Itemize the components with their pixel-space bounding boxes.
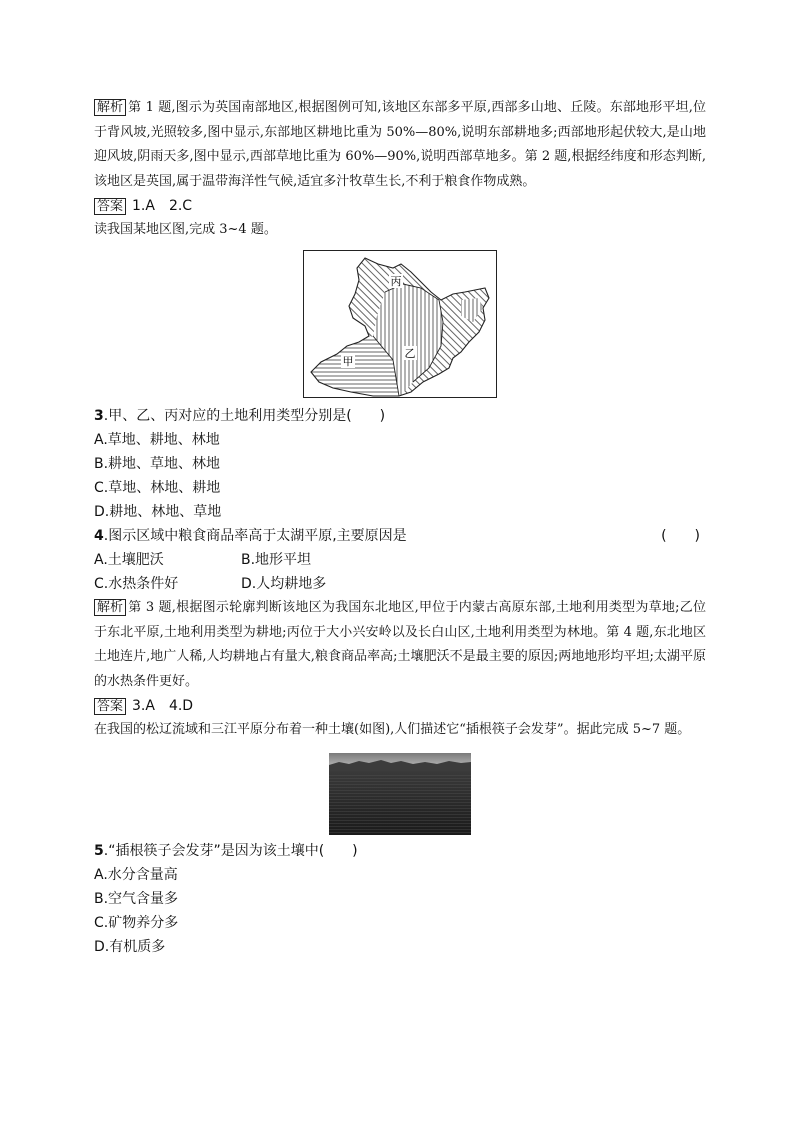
analysis-text: 第 1 题,图示为英国南部地区,根据图例可知,该地区东部多平原,西部多山地、丘陵。东部地形平坦,位于背风坡,光照较多,图中显示,东部地区耕地比重为 50%—80%,说明东部耕地多;西部地形起伏较大,是山地迎风坡,阴雨天多,图中显示,西部草地比重为 60%—90%,说明西部草地多。第 2 题,根据经纬度和形态判断,该地区是英国,属于温带海洋性气候,适宜多汁牧草生长,不利于粮食作物成熟。: [94, 100, 706, 189]
q3-option-a: A.草地、耕地、林地: [94, 432, 220, 448]
question-stem: .甲、乙、丙对应的土地利用类型分别是( ): [103, 408, 386, 424]
black-soil-field-photo: [329, 753, 471, 835]
q5-option-c: C.矿物养分多: [94, 914, 179, 931]
analysis-block-1: [94, 96, 706, 194]
analysis-block-2: [94, 596, 706, 694]
answer-text: 3.A 4.D: [132, 698, 194, 714]
question-3: [94, 404, 706, 428]
question-intro-5-7: 在我国的松辽流域和三江平原分布着一种土壤(如图),人们描述它“插根筷子会发芽”。据此完成 5~7 题。: [94, 722, 691, 737]
q3-option-d: D.耕地、林地、草地: [94, 504, 222, 520]
map-label-bing: 丙: [390, 275, 402, 288]
question-stem: .“插根筷子会发芽”是因为该土壤中( ): [103, 842, 358, 859]
q4-option-c: C.水热条件好: [94, 576, 179, 592]
answer-block-1: [94, 194, 706, 218]
document-page: [94, 96, 706, 959]
answer-paren: ( ): [661, 528, 700, 544]
analysis-tag: 解析: [94, 599, 126, 616]
question-number: 3: [94, 408, 104, 424]
question-4: [94, 524, 706, 548]
map-label-yi: 乙: [404, 347, 416, 360]
q4-option-a: A.土壤肥沃: [94, 552, 164, 568]
q3-option-c: C.草地、林地、耕地: [94, 480, 221, 496]
q4-options-row-1: [94, 548, 706, 572]
q5-option-d: D.有机质多: [94, 938, 166, 955]
question-number: 5: [94, 842, 104, 859]
question-stem: .图示区域中粮食商品率高于太湖平原,主要原因是: [103, 528, 407, 544]
question-intro-3-4: 读我国某地区图,完成 3~4 题。: [94, 222, 277, 237]
answer-block-2: [94, 694, 706, 718]
question-number: 4: [94, 528, 104, 544]
question-5: [94, 839, 706, 863]
analysis-tag: 解析: [94, 99, 126, 116]
q5-option-a: A.水分含量高: [94, 866, 178, 883]
q5-option-b: B.空气含量多: [94, 890, 179, 907]
map-label-jia: 甲: [342, 355, 354, 368]
analysis-text: 第 3 题,根据图示轮廓判断该地区为我国东北地区,甲位于内蒙古高原东部,土地利用类型为草地;乙位于东北平原,土地利用类型为耕地;丙位于大小兴安岭以及长白山区,土地利用类型为林地。第 4 题,东北地区土地连片,地广人稀,人均耕地占有量大,粮食商品率高;土壤肥沃不是最主要的原因;两地地形均平坦;太湖平原的水热条件更好。: [94, 600, 706, 689]
q3-option-b: B.耕地、草地、林地: [94, 456, 221, 472]
answer-tag: 答案: [94, 198, 126, 215]
answer-text: 1.A 2.C: [132, 198, 193, 214]
q4-option-b: B.地形平坦: [241, 552, 312, 568]
answer-tag: 答案: [94, 698, 126, 715]
q4-option-d: D.人均耕地多: [241, 576, 327, 592]
q4-options-row-2: [94, 572, 706, 596]
northeast-china-map: [303, 250, 497, 398]
